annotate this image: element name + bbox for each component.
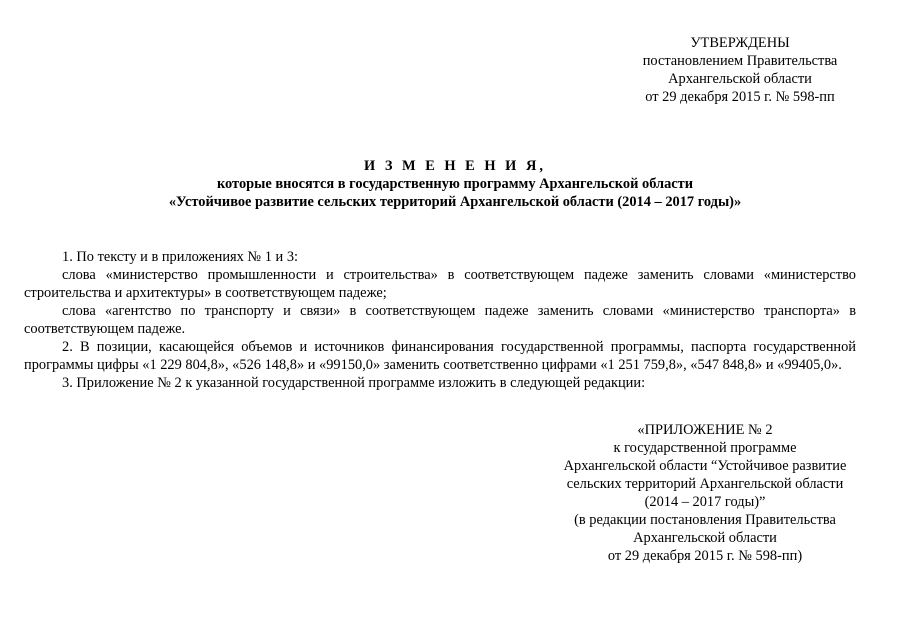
paragraph-1-a: слова «министерство промышленности и строительства» в соответствующем падеже заменить словами «министерство строительства и архитектуры» в соответствующем падеже; — [24, 267, 856, 301]
annex-line-4: сельских территорий Архангельской области — [566, 476, 844, 492]
approval-region: Архангельской области — [668, 71, 812, 87]
document-body — [24, 248, 856, 392]
annex-line-7: Архангельской области — [633, 530, 777, 546]
paragraph-2: 2. В позиции, касающейся объемов и источников финансирования государственной программы, паспорта государственной программы цифры «1 229 804,8», «526 148,8» и «99150,0» заменить соответственно цифрами «1 251 759,8», «547 848,8» и «99405,0». — [24, 339, 856, 373]
annex-line-2: к государственной программе — [613, 440, 797, 456]
annex-line-5: (2014 – 2017 годы)” — [644, 494, 766, 510]
document-heading — [60, 157, 850, 211]
annex-line-6: (в редакции постановления Правительства — [574, 512, 836, 528]
program-name: «Устойчивое развитие сельских территорий Архангельской области (2014 – 2017 годы)» — [168, 194, 742, 210]
document-title: И З М Е Н Е Н И Я, — [364, 158, 546, 174]
document-subtitle: которые вносятся в государственную программу Архангельской области — [216, 176, 694, 192]
annex-line-8: от 29 декабря 2015 г. № 598-пп) — [607, 548, 803, 564]
approval-date: от 29 декабря 2015 г. № 598-пп — [645, 89, 835, 105]
paragraph-3: 3. Приложение № 2 к указанной государственной программе изложить в следующей редакции: — [62, 375, 646, 391]
paragraph-1: 1. По тексту и в приложениях № 1 и 3: — [62, 249, 299, 265]
annex-header — [520, 421, 890, 565]
approval-title: УТВЕРЖДЕНЫ — [690, 35, 790, 51]
approval-stamp — [600, 34, 880, 106]
annex-title: «ПРИЛОЖЕНИЕ № 2 — [637, 422, 773, 438]
paragraph-1-b: слова «агентство по транспорту и связи» в соответствующем падеже заменить словами «министерство транспорта» в соответствующем падеже. — [24, 303, 856, 337]
approval-issuer: постановлением Правительства — [642, 53, 838, 69]
annex-line-3: Архангельской области “Устойчивое развитие — [563, 458, 847, 474]
